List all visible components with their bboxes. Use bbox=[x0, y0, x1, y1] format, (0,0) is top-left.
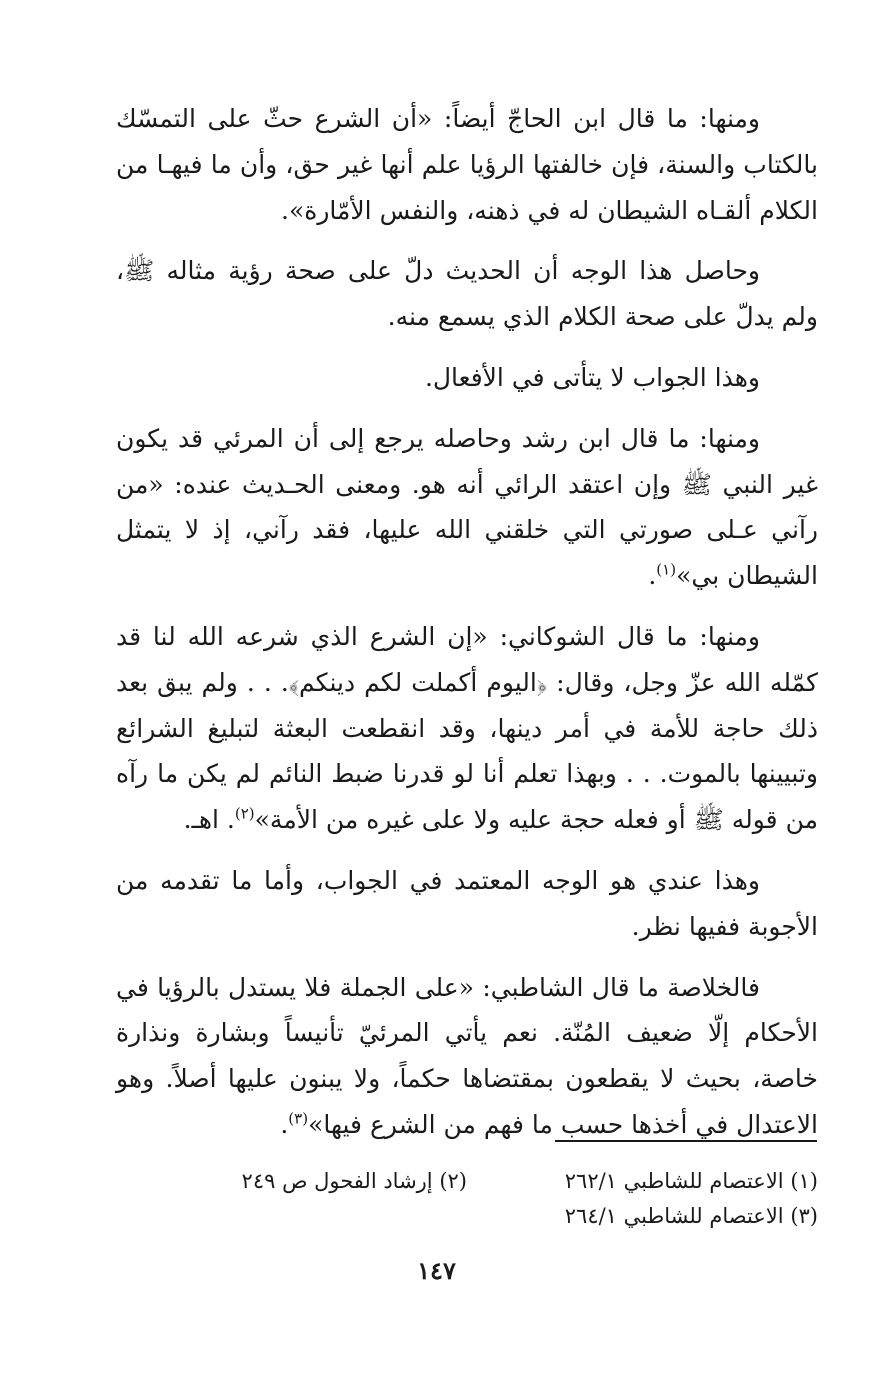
main-text bbox=[116, 96, 818, 1148]
footnote-ref-3[interactable]: (٣) bbox=[288, 1109, 309, 1128]
paragraph-summary-argument bbox=[116, 248, 818, 340]
paragraph-text: ومنها: ما قال ابن رشد وحاصله يرجع إلى أن المرئي قد يكون غير النبي ﷺ وإن اعتقد الرائي أنه هو. ومعنى الحـديث عنده: «من رآني عـلى صورتي التي خلقني الله عليها، فقد رآني، إذ لا يتمثل الشيطان بي» bbox=[116, 423, 818, 591]
footnote-1: (١) الاعتصام للشاطبي ٢٦٢/١ bbox=[564, 1169, 818, 1193]
footnote-separator bbox=[555, 1140, 817, 1142]
paragraph-end: . اهـ. bbox=[183, 805, 235, 835]
paragraph-text: فالخلاصة ما قال الشاطبي: «على الجملة فلا يستدل بالرؤيا في الأحكام إلّا ضعيف المُنّة. نعم يأتي المرئيّ تأنيساً وبشارة ونذارة خاصة، بحيث لا يقطعون بمقتضاها حكماً، ولا يبنون عليها أصلاً. وهو الاعتدال في أخذها حسب ما فهم من الشرع فيها» bbox=[116, 972, 819, 1139]
footnote-ref-1[interactable]: (١) bbox=[656, 560, 677, 579]
footnote-row bbox=[116, 1199, 818, 1234]
paragraph-text: ومنها: ما قال ابن الحاجّ أيضاً: «أن الشرع حثّ على التمسّك بالكتاب والسنة، فإن خالفتها الرؤيا علم أنها غير حق، وأن ما فيهـا من الكلام ألقـاه الشيطان له في ذهنه، والنفس الأمّارة». bbox=[116, 104, 818, 225]
footnote-2: (٢) إرشاد الفحول ص ٢٤٩ bbox=[241, 1169, 467, 1193]
paragraph-ibn-rushd bbox=[116, 416, 818, 599]
paragraph-text: وهذا الجواب لا يتأتى في الأفعال. bbox=[424, 362, 760, 392]
footnote-3: (٣) الاعتصام للشاطبي ٢٦٤/١ bbox=[564, 1204, 818, 1228]
paragraph-shawkani bbox=[116, 614, 818, 843]
paragraph-text: ومنها: ما قال الشوكاني: «إن الشرع الذي شرعه الله لنا قد كمّله الله عزّ وجل، وقال: ﴿اليوم أكملت لكم دينكم﴾. . . ولم يبق بعد ذلك حاجة للأمة في أمر دينها، وقد انقطعت البعثة لتبليغ الشرائع وتبيينها بالموت. . . وبهذا تعلم أنا لو قدرنا ضبط النائم لم يكن ما رآه من قوله ﷺ أو فعله حجة عليه ولا على غيره من الأمة» bbox=[116, 621, 818, 835]
paragraph-actions-note bbox=[116, 355, 818, 401]
paragraph-conclusion-shatibi bbox=[116, 965, 818, 1148]
paragraph-author-view bbox=[116, 858, 818, 950]
paragraph-text: وحاصل هذا الوجه أن الحديث دلّ على صحة رؤية مثاله ﷺ، ولم يدلّ على صحة الكلام الذي يسمع منه. bbox=[116, 256, 818, 332]
footnote-ref-2[interactable]: (٢) bbox=[234, 804, 255, 823]
paragraph-text: وهذا عندي هو الوجه المعتمد في الجواب، وأما ما تقدمه من الأجوبة ففيها نظر. bbox=[116, 865, 818, 941]
page-number: ١٤٧ bbox=[417, 1256, 456, 1285]
paragraph-end: . bbox=[648, 561, 657, 591]
paragraph-end: . bbox=[280, 1109, 289, 1139]
footnote-row bbox=[116, 1164, 818, 1199]
paragraph-ibn-alhajj bbox=[116, 96, 818, 233]
footnotes bbox=[116, 1164, 818, 1234]
